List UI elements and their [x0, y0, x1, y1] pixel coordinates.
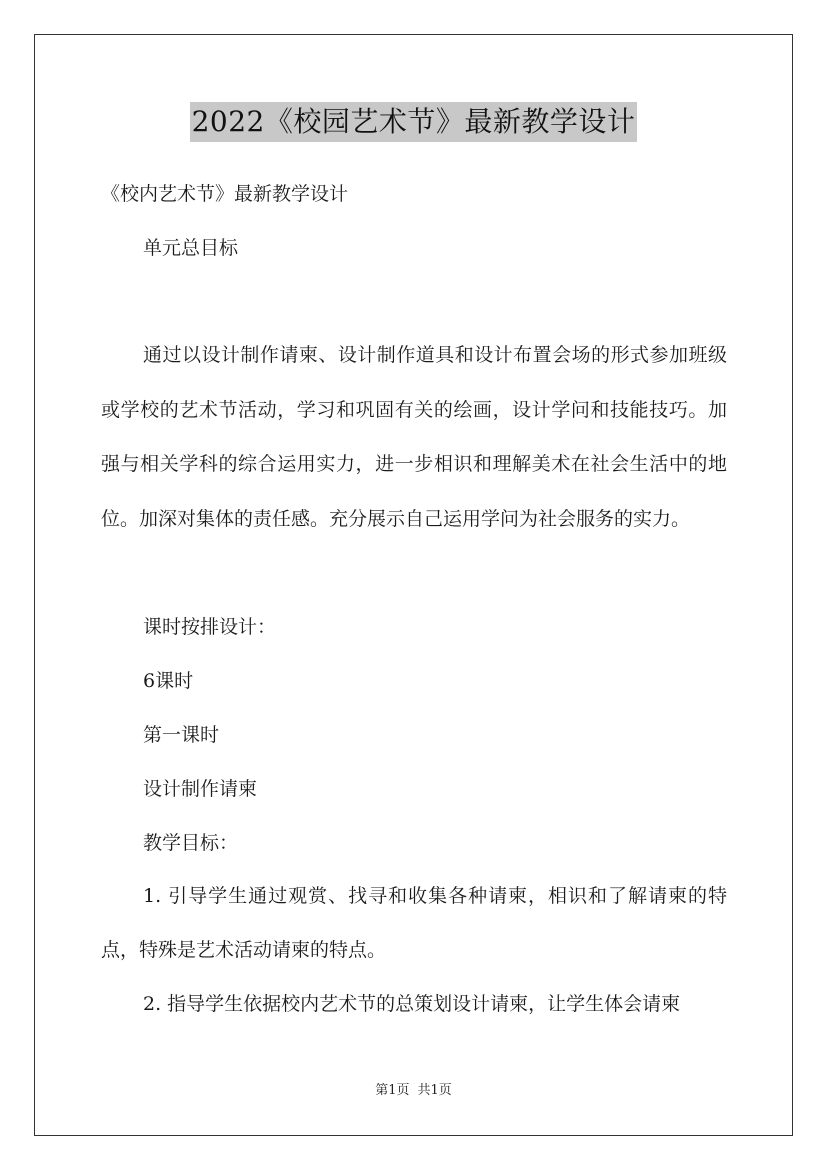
lesson-count: 6课时: [143, 670, 194, 692]
page-number: 第1页: [375, 1083, 410, 1098]
page-footer: [0, 1083, 827, 1099]
lesson-one-topic: 设计制作请柬: [143, 778, 258, 800]
objective-item-2: 2. 指导学生依据校内艺术节的总策划设计请柬，让学生体会请柬: [143, 993, 681, 1015]
document-title: 2022《校园艺术节》最新教学设计: [190, 102, 638, 142]
section-heading: 单元总目标: [143, 237, 239, 259]
title-container: [0, 102, 827, 142]
document-subtitle: 《校内艺术节》最新教学设计: [101, 183, 349, 205]
goal-paragraph: 通过以设计制作请柬、设计制作道具和设计布置会场的形式参加班级或学校的艺术节活动，学习和巩固有关的绘画，设计学问和技能技巧。加强与相关学科的综合运用实力，进一步相识和理解美术在社会生活中的地位。加深对集体的责任感。充分展示自己运用学问为社会服务的实力。: [101, 344, 727, 530]
objective-item-1: 1. 引导学生通过观赏、找寻和收集各种请柬，相识和了解请柬的特点，特殊是艺术活动请柬的特点。: [101, 885, 727, 961]
objectives-label: 教学目标：: [143, 832, 239, 854]
lesson-one-heading: 第一课时: [143, 724, 220, 746]
schedule-label: 课时按排设计：: [143, 616, 277, 638]
page-total: 共1页: [417, 1083, 452, 1098]
